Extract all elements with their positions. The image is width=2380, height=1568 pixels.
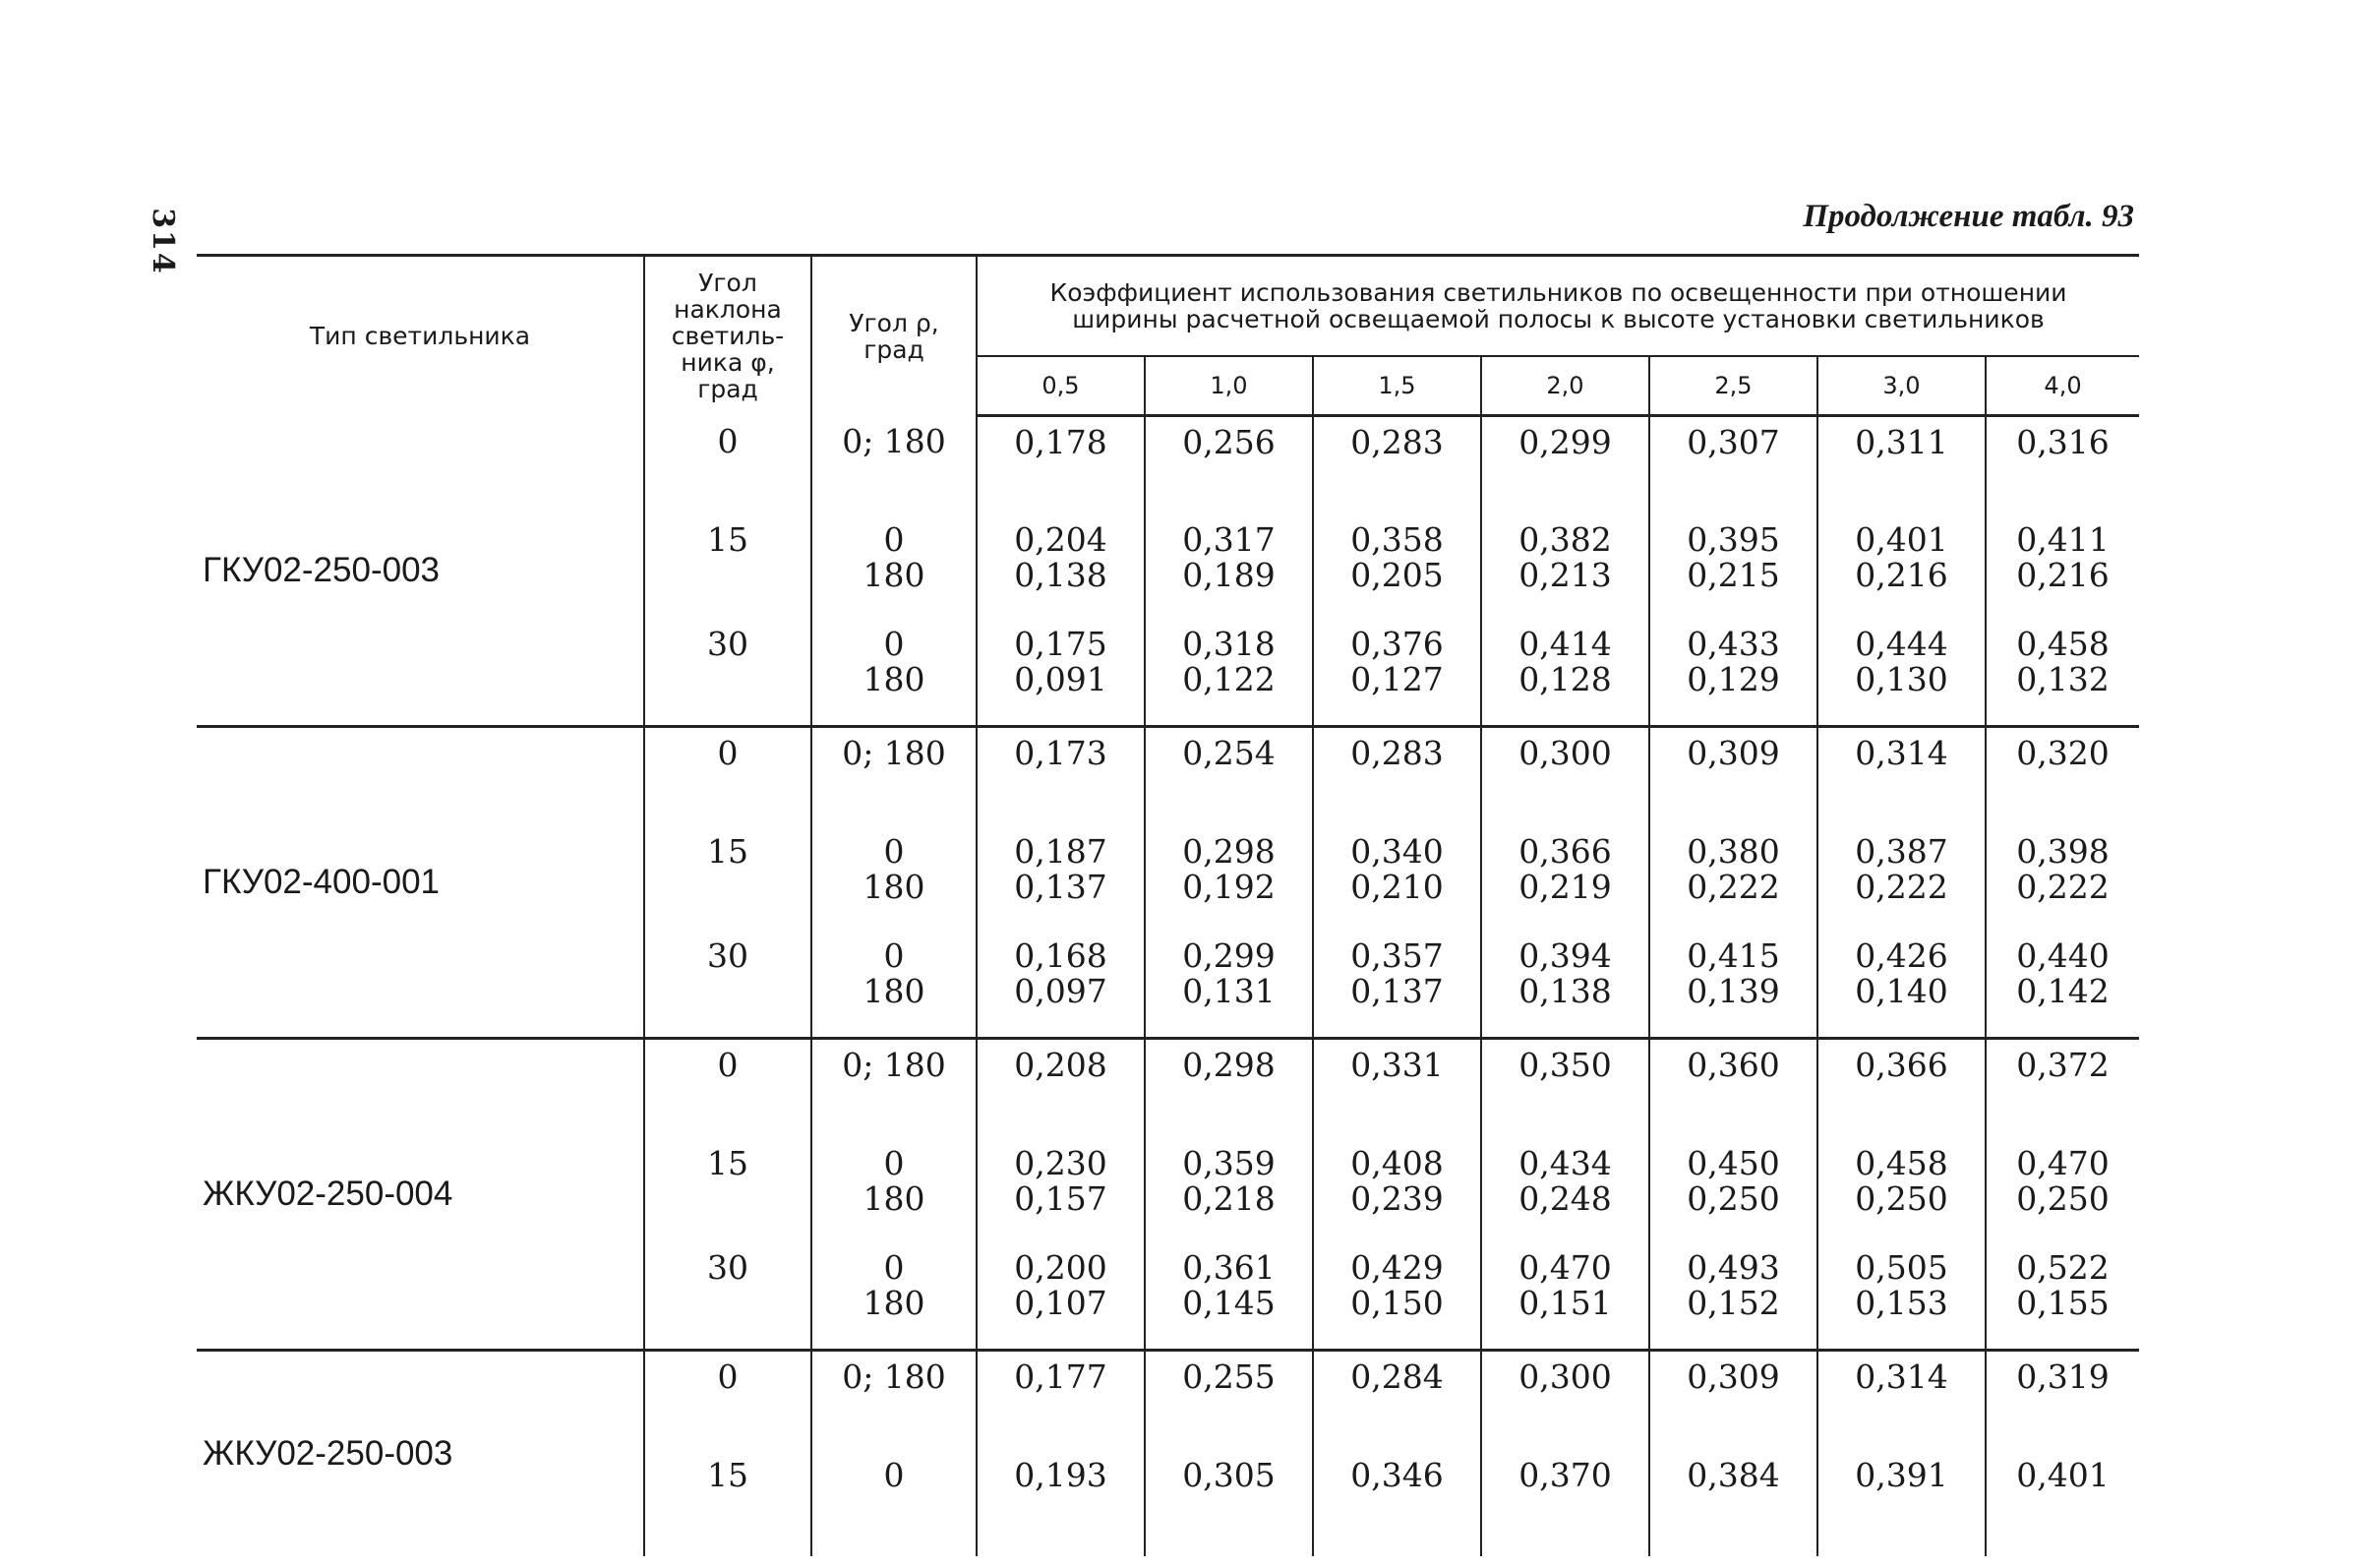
coefficient-cell bbox=[1986, 826, 2139, 931]
coefficient-value: 0,415 bbox=[1687, 935, 1780, 975]
coefficient-cell bbox=[1649, 1450, 1817, 1556]
coefficient-value: 0,128 bbox=[1518, 659, 1612, 698]
coefficient-cell bbox=[1145, 1242, 1313, 1351]
coefficient-value: 0,097 bbox=[1014, 971, 1107, 1010]
coefficient-value: 0,138 bbox=[1518, 971, 1612, 1010]
coefficient-cell bbox=[1313, 1038, 1481, 1138]
coefficient-cell bbox=[1649, 1242, 1817, 1351]
coefficient-cell bbox=[1817, 931, 1986, 1039]
coefficient-value: 0,300 bbox=[1518, 1357, 1612, 1396]
coefficient-cell bbox=[1817, 826, 1986, 931]
table-row bbox=[197, 726, 2139, 826]
tilt-value: 15 bbox=[707, 519, 748, 559]
coefficient-value: 0,131 bbox=[1182, 971, 1276, 1010]
coefficient-value: 0,107 bbox=[1014, 1283, 1107, 1322]
rho-angle bbox=[811, 1242, 977, 1351]
header-tilt-line: Угол bbox=[698, 269, 757, 298]
coefficient-cell bbox=[977, 726, 1145, 826]
header-tilt-line: ника φ, bbox=[681, 348, 775, 378]
table-row bbox=[197, 1038, 2139, 1138]
header-type bbox=[197, 256, 644, 416]
luminaire-type: ГКУ02-400-001 bbox=[197, 726, 644, 1038]
rho-angle bbox=[811, 514, 977, 619]
coefficient-cell bbox=[1649, 1038, 1817, 1138]
coefficient-cell bbox=[1649, 514, 1817, 619]
coefficient-cell bbox=[1481, 726, 1649, 826]
luminaire-table bbox=[197, 254, 2139, 1556]
coefficient-cell bbox=[1145, 1038, 1313, 1138]
tilt-value: 15 bbox=[707, 1455, 748, 1494]
coefficient-value: 0,157 bbox=[1014, 1178, 1107, 1218]
coefficient-value: 0,470 bbox=[2016, 1143, 2110, 1182]
coefficient-cell bbox=[977, 1138, 1145, 1242]
header-tilt-line: град bbox=[697, 375, 758, 404]
coefficient-value: 0,346 bbox=[1350, 1455, 1444, 1494]
tilt-value: 30 bbox=[707, 1247, 748, 1287]
header-angle bbox=[811, 256, 977, 416]
coefficient-cell bbox=[1817, 619, 1986, 727]
coefficient-value: 0,357 bbox=[1350, 935, 1444, 975]
rho-angle bbox=[811, 1038, 977, 1138]
coefficient-value: 0,248 bbox=[1518, 1178, 1612, 1218]
coefficient-value: 0,401 bbox=[2016, 1455, 2110, 1494]
coefficient-cell bbox=[977, 826, 1145, 931]
coefficient-value: 0,307 bbox=[1687, 423, 1780, 461]
coefficient-cell bbox=[1145, 514, 1313, 619]
coefficient-cell bbox=[977, 1242, 1145, 1351]
coefficient-cell bbox=[1649, 726, 1817, 826]
coefficient-value: 0,298 bbox=[1182, 1045, 1276, 1084]
tilt-value: 0 bbox=[717, 421, 739, 460]
coefficient-cell bbox=[1649, 931, 1817, 1039]
coefficient-value: 0,137 bbox=[1350, 971, 1444, 1010]
coefficient-value: 0,440 bbox=[2016, 935, 2110, 975]
coefficient-value: 0,215 bbox=[1687, 555, 1780, 594]
tilt-value: 30 bbox=[707, 624, 748, 663]
coefficient-cell bbox=[1649, 1138, 1817, 1242]
coefficient-value: 0,299 bbox=[1518, 423, 1612, 461]
coefficient-value: 0,318 bbox=[1182, 624, 1276, 663]
coefficient-value: 0,155 bbox=[2016, 1283, 2110, 1322]
coefficient-cell bbox=[1817, 1450, 1986, 1556]
coefficient-cell bbox=[1313, 1242, 1481, 1351]
coefficient-cell bbox=[1145, 931, 1313, 1039]
coefficient-value: 0,493 bbox=[1687, 1247, 1780, 1287]
coefficient-value: 0,361 bbox=[1182, 1247, 1276, 1287]
coefficient-value: 0,458 bbox=[1855, 1143, 1948, 1182]
rho-angle bbox=[811, 1138, 977, 1242]
coefficient-value: 0,505 bbox=[1855, 1247, 1948, 1287]
coefficient-cell bbox=[1986, 1350, 2139, 1450]
coefficient-value: 0,137 bbox=[1014, 867, 1107, 906]
table-row bbox=[197, 1350, 2139, 1450]
coefficient-value: 0,192 bbox=[1182, 867, 1276, 906]
header-coefficient bbox=[977, 256, 2139, 357]
tilt-value: 15 bbox=[707, 1143, 748, 1182]
coefficient-value: 0,204 bbox=[1014, 519, 1107, 559]
coefficient-value: 0,299 bbox=[1182, 935, 1276, 975]
coefficient-value: 0,127 bbox=[1350, 659, 1444, 698]
coefficient-value: 0,366 bbox=[1518, 831, 1612, 871]
coefficient-cell bbox=[1817, 1038, 1986, 1138]
header-row bbox=[197, 256, 2139, 357]
coefficient-cell bbox=[1481, 619, 1649, 727]
coefficient-value: 0,284 bbox=[1350, 1357, 1444, 1396]
coefficient-value: 0,309 bbox=[1687, 1357, 1780, 1396]
header-tilt-line: светиль- bbox=[671, 322, 785, 351]
coefficient-value: 0,230 bbox=[1014, 1143, 1107, 1182]
coefficient-value: 0,320 bbox=[2016, 733, 2110, 772]
coefficient-value: 0,314 bbox=[1855, 1357, 1948, 1396]
coefficient-value: 0,208 bbox=[1014, 1045, 1107, 1084]
coefficient-cell bbox=[977, 1450, 1145, 1556]
tilt-angle bbox=[644, 416, 811, 514]
coefficient-value: 0,380 bbox=[1687, 831, 1780, 871]
coefficient-cell bbox=[1817, 726, 1986, 826]
coefficient-value: 0,250 bbox=[2016, 1178, 2110, 1218]
coefficient-value: 0,150 bbox=[1350, 1283, 1444, 1322]
coefficient-value: 0,283 bbox=[1350, 423, 1444, 461]
coefficient-value: 0,522 bbox=[2016, 1247, 2110, 1287]
tilt-angle bbox=[644, 826, 811, 931]
coefficient-value: 0,444 bbox=[1855, 624, 1948, 663]
coefficient-value: 0,314 bbox=[1855, 733, 1948, 772]
coefficient-value: 0,391 bbox=[1855, 1455, 1948, 1494]
coefficient-cell bbox=[1145, 1350, 1313, 1450]
coefficient-cell bbox=[1817, 1242, 1986, 1351]
rho-angle bbox=[811, 1450, 977, 1556]
coefficient-cell bbox=[1986, 619, 2139, 727]
coefficient-value: 0,152 bbox=[1687, 1283, 1780, 1322]
coefficient-cell bbox=[1649, 826, 1817, 931]
coefficient-value: 0,408 bbox=[1350, 1143, 1444, 1182]
rho-value: 0 bbox=[883, 1143, 905, 1182]
coefficient-value: 0,434 bbox=[1518, 1143, 1612, 1182]
header-tilt-line: наклона bbox=[674, 295, 782, 325]
header-type-label: Тип светильника bbox=[309, 322, 531, 351]
coefficient-cell bbox=[1313, 619, 1481, 727]
rho-value: 180 bbox=[863, 971, 925, 1010]
coefficient-value: 0,145 bbox=[1182, 1283, 1276, 1322]
coefficient-value: 0,142 bbox=[2016, 971, 2110, 1010]
coefficient-value: 0,189 bbox=[1182, 555, 1276, 594]
coefficient-value: 0,177 bbox=[1014, 1357, 1107, 1396]
coefficient-value: 0,138 bbox=[1014, 555, 1107, 594]
coefficient-value: 0,187 bbox=[1014, 831, 1107, 871]
tilt-angle bbox=[644, 619, 811, 727]
coefficient-value: 0,384 bbox=[1687, 1455, 1780, 1494]
tilt-value: 0 bbox=[717, 733, 739, 772]
coefficient-value: 0,414 bbox=[1518, 624, 1612, 663]
coefficient-value: 0,450 bbox=[1687, 1143, 1780, 1182]
coefficient-cell bbox=[1817, 514, 1986, 619]
coefficient-cell bbox=[1817, 1350, 1986, 1450]
coefficient-cell bbox=[1986, 931, 2139, 1039]
coefficient-value: 0,309 bbox=[1687, 733, 1780, 772]
coefficient-value: 0,239 bbox=[1350, 1178, 1444, 1218]
coefficient-cell bbox=[1986, 1450, 2139, 1556]
coefficient-value: 0,426 bbox=[1855, 935, 1948, 975]
coefficient-cell bbox=[1313, 931, 1481, 1039]
coefficient-cell bbox=[1649, 619, 1817, 727]
coefficient-value: 0,305 bbox=[1182, 1455, 1276, 1494]
tilt-value: 30 bbox=[707, 935, 748, 975]
rho-value: 180 bbox=[863, 867, 925, 906]
coefficient-value: 0,256 bbox=[1182, 423, 1276, 461]
coefficient-value: 0,359 bbox=[1182, 1143, 1276, 1182]
coefficient-value: 0,300 bbox=[1518, 733, 1612, 772]
rho-value: 180 bbox=[863, 1178, 925, 1218]
tilt-angle bbox=[644, 1450, 811, 1556]
header-coefficient-line: ширины расчетной освещаемой полосы к высоте установки светильников bbox=[1072, 305, 2045, 333]
coefficient-value: 0,222 bbox=[1855, 867, 1948, 906]
rho-angle bbox=[811, 726, 977, 826]
header-tilt bbox=[644, 256, 811, 416]
coefficient-value: 0,219 bbox=[1518, 867, 1612, 906]
coefficient-cell bbox=[1481, 514, 1649, 619]
coefficient-value: 0,429 bbox=[1350, 1247, 1444, 1287]
coefficient-value: 0,091 bbox=[1014, 659, 1107, 698]
coefficient-value: 0,153 bbox=[1855, 1283, 1948, 1322]
coefficient-value: 0,175 bbox=[1014, 624, 1107, 663]
rho-value: 0; 180 bbox=[842, 1357, 946, 1396]
coefficient-value: 0,173 bbox=[1014, 733, 1107, 772]
coefficient-value: 0,132 bbox=[2016, 659, 2110, 698]
coefficient-value: 0,372 bbox=[2016, 1045, 2110, 1084]
coefficient-cell bbox=[1313, 1450, 1481, 1556]
coefficient-value: 0,222 bbox=[1687, 867, 1780, 906]
coefficient-cell bbox=[1986, 416, 2139, 514]
header-coefficient-line: Коэффициент использования светильников по освещенности при отношении bbox=[1049, 278, 2067, 307]
rho-value: 0; 180 bbox=[842, 1045, 946, 1084]
coefficient-cell bbox=[1481, 1138, 1649, 1242]
coefficient-value: 0,250 bbox=[1687, 1178, 1780, 1218]
ratio-header: 4,0 bbox=[1986, 356, 2139, 416]
coefficient-value: 0,218 bbox=[1182, 1178, 1276, 1218]
coefficient-value: 0,130 bbox=[1855, 659, 1948, 698]
coefficient-cell bbox=[977, 931, 1145, 1039]
coefficient-cell bbox=[1313, 514, 1481, 619]
coefficient-value: 0,311 bbox=[1855, 423, 1948, 461]
coefficient-value: 0,122 bbox=[1182, 659, 1276, 698]
coefficient-cell bbox=[1313, 1138, 1481, 1242]
coefficient-value: 0,316 bbox=[2016, 423, 2110, 461]
coefficient-cell bbox=[1145, 1138, 1313, 1242]
coefficient-value: 0,458 bbox=[2016, 624, 2110, 663]
coefficient-value: 0,433 bbox=[1687, 624, 1780, 663]
rho-value: 0 bbox=[883, 935, 905, 975]
coefficient-value: 0,395 bbox=[1687, 519, 1780, 559]
rho-value: 180 bbox=[863, 659, 925, 698]
coefficient-cell bbox=[1481, 416, 1649, 514]
rho-value: 0 bbox=[883, 1455, 905, 1494]
tilt-value: 15 bbox=[707, 831, 748, 871]
ratio-header: 2,0 bbox=[1481, 356, 1649, 416]
coefficient-value: 0,283 bbox=[1350, 733, 1444, 772]
ratio-header: 0,5 bbox=[977, 356, 1145, 416]
coefficient-value: 0,210 bbox=[1350, 867, 1444, 906]
coefficient-cell bbox=[977, 416, 1145, 514]
coefficient-value: 0,394 bbox=[1518, 935, 1612, 975]
rho-value: 0 bbox=[883, 624, 905, 663]
header-angle-line: град bbox=[863, 334, 924, 364]
coefficient-cell bbox=[1145, 1450, 1313, 1556]
coefficient-value: 0,216 bbox=[2016, 555, 2110, 594]
rho-angle bbox=[811, 416, 977, 514]
rho-value: 180 bbox=[863, 555, 925, 594]
coefficient-value: 0,370 bbox=[1518, 1455, 1612, 1494]
ratio-header: 1,0 bbox=[1145, 356, 1313, 416]
coefficient-value: 0,178 bbox=[1014, 423, 1107, 461]
coefficient-cell bbox=[1481, 1450, 1649, 1556]
coefficient-value: 0,255 bbox=[1182, 1357, 1276, 1396]
coefficient-cell bbox=[1986, 514, 2139, 619]
coefficient-value: 0,193 bbox=[1014, 1455, 1107, 1494]
coefficient-cell bbox=[1145, 416, 1313, 514]
coefficient-cell bbox=[1649, 1350, 1817, 1450]
coefficient-cell bbox=[1986, 1242, 2139, 1351]
tilt-angle bbox=[644, 514, 811, 619]
coefficient-value: 0,205 bbox=[1350, 555, 1444, 594]
coefficient-value: 0,319 bbox=[2016, 1357, 2110, 1396]
coefficient-cell bbox=[1986, 1038, 2139, 1138]
coefficient-cell bbox=[1986, 1138, 2139, 1242]
coefficient-value: 0,411 bbox=[2016, 519, 2110, 559]
ratio-header: 3,0 bbox=[1817, 356, 1986, 416]
coefficient-value: 0,470 bbox=[1518, 1247, 1612, 1287]
coefficient-value: 0,387 bbox=[1855, 831, 1948, 871]
rho-value: 0 bbox=[883, 519, 905, 559]
coefficient-value: 0,382 bbox=[1518, 519, 1612, 559]
rho-angle bbox=[811, 619, 977, 727]
header-angle-line: Угол ρ, bbox=[849, 308, 939, 337]
coefficient-cell bbox=[1817, 1138, 1986, 1242]
coefficient-cell bbox=[1481, 1242, 1649, 1351]
coefficient-value: 0,340 bbox=[1350, 831, 1444, 871]
coefficient-value: 0,216 bbox=[1855, 555, 1948, 594]
coefficient-cell bbox=[1313, 826, 1481, 931]
coefficient-cell bbox=[1481, 826, 1649, 931]
page-number: 314 bbox=[145, 207, 180, 275]
coefficient-value: 0,254 bbox=[1182, 733, 1276, 772]
coefficient-cell bbox=[1986, 726, 2139, 826]
rho-angle bbox=[811, 931, 977, 1039]
coefficient-cell bbox=[977, 514, 1145, 619]
coefficient-value: 0,360 bbox=[1687, 1045, 1780, 1084]
luminaire-type: ЖКУ02-250-003 bbox=[197, 1350, 644, 1556]
tilt-angle bbox=[644, 726, 811, 826]
table-row bbox=[197, 416, 2139, 514]
coefficient-value: 0,376 bbox=[1350, 624, 1444, 663]
coefficient-value: 0,222 bbox=[2016, 867, 2110, 906]
coefficient-cell bbox=[1481, 931, 1649, 1039]
coefficient-value: 0,250 bbox=[1855, 1178, 1948, 1218]
tilt-angle bbox=[644, 1350, 811, 1450]
coefficient-value: 0,331 bbox=[1350, 1045, 1444, 1084]
coefficient-cell bbox=[1313, 1350, 1481, 1450]
rho-angle bbox=[811, 1350, 977, 1450]
continuation-title: Продолжение табл. 93 bbox=[1803, 199, 2134, 234]
coefficient-cell bbox=[1313, 416, 1481, 514]
coefficient-cell bbox=[977, 1350, 1145, 1450]
coefficient-cell bbox=[1817, 416, 1986, 514]
coefficient-cell bbox=[1481, 1350, 1649, 1450]
tilt-value: 0 bbox=[717, 1357, 739, 1396]
coefficient-cell bbox=[1145, 826, 1313, 931]
coefficient-value: 0,401 bbox=[1855, 519, 1948, 559]
tilt-angle bbox=[644, 1138, 811, 1242]
coefficient-cell bbox=[1145, 619, 1313, 727]
coefficient-value: 0,213 bbox=[1518, 555, 1612, 594]
ratio-header: 2,5 bbox=[1649, 356, 1817, 416]
tilt-angle bbox=[644, 1242, 811, 1351]
rho-value: 0; 180 bbox=[842, 733, 946, 772]
coefficient-value: 0,358 bbox=[1350, 519, 1444, 559]
coefficient-value: 0,140 bbox=[1855, 971, 1948, 1010]
coefficient-value: 0,298 bbox=[1182, 831, 1276, 871]
ratio-header: 1,5 bbox=[1313, 356, 1481, 416]
rho-value: 0 bbox=[883, 831, 905, 871]
rho-value: 0 bbox=[883, 1247, 905, 1287]
tilt-angle bbox=[644, 1038, 811, 1138]
coefficient-cell bbox=[1145, 726, 1313, 826]
luminaire-type: ГКУ02-250-003 bbox=[197, 416, 644, 727]
luminaire-type: ЖКУ02-250-004 bbox=[197, 1038, 644, 1350]
coefficient-cell bbox=[1649, 416, 1817, 514]
coefficient-value: 0,317 bbox=[1182, 519, 1276, 559]
coefficient-value: 0,151 bbox=[1518, 1283, 1612, 1322]
coefficient-cell bbox=[977, 619, 1145, 727]
coefficient-value: 0,129 bbox=[1687, 659, 1780, 698]
coefficient-value: 0,366 bbox=[1855, 1045, 1948, 1084]
coefficient-value: 0,398 bbox=[2016, 831, 2110, 871]
rho-value: 0; 180 bbox=[842, 421, 946, 460]
coefficient-value: 0,139 bbox=[1687, 971, 1780, 1010]
coefficient-value: 0,200 bbox=[1014, 1247, 1107, 1287]
tilt-angle bbox=[644, 931, 811, 1039]
coefficient-value: 0,168 bbox=[1014, 935, 1107, 975]
coefficient-cell bbox=[1481, 1038, 1649, 1138]
coefficient-cell bbox=[977, 1038, 1145, 1138]
coefficient-value: 0,350 bbox=[1518, 1045, 1612, 1084]
rho-angle bbox=[811, 826, 977, 931]
rho-value: 180 bbox=[863, 1283, 925, 1322]
tilt-value: 0 bbox=[717, 1045, 739, 1084]
coefficient-cell bbox=[1313, 726, 1481, 826]
